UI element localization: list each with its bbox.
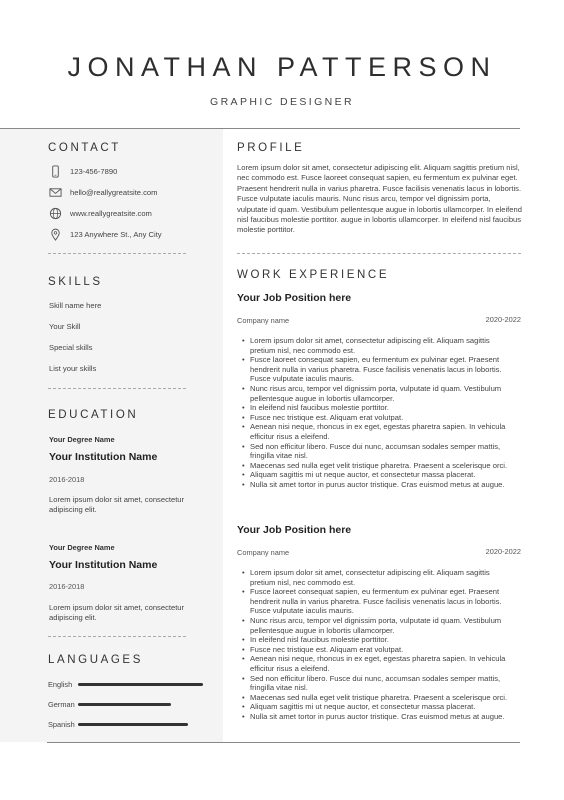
job-bullet-item: • Aliquam sagittis mi ut neque auctor, et consectetur massa placerat. [240,470,512,480]
education-years: 2016-2018 [49,582,85,591]
main-divider [237,253,521,254]
contact-heading: CONTACT [48,142,121,154]
job-bullet-item: • Fusce laoreet consequat sapien, eu fermentum ex pulvinar eget. Praesent hendrerit nulla in varius pharetra. Fusce facilisis venenatis lacus in lobortis. Fusce vulputate iaculis mauris. [240,587,512,616]
globe-icon [48,206,62,220]
contact-address [48,227,162,241]
education-institution: Your Institution Name [49,559,158,571]
job-position: Your Job Position here [237,524,352,536]
contact-phone-text[interactable]: 123-456-7890 [70,166,118,176]
education-degree: Your Degree Name [49,435,115,444]
education-degree: Your Degree Name [49,543,115,552]
job-bullet-item: • Fusce nec tristique est. Aliquam erat volutpat. [240,413,512,423]
education-description: Lorem ipsum dolor sit amet, consectetur adipiscing elit. [49,495,185,515]
language-level-track [78,683,203,686]
job-bullet-item: • Aenean nisi neque, rhoncus in ex eget, egestas pharetra sapien. In vehicula efficitur risus a eleifend. [240,422,512,441]
contact-address-text: 123 Anywhere St., Any City [70,229,162,239]
education-years: 2016-2018 [49,475,85,484]
job-bullets [240,568,512,722]
job-bullet-item: • Nulla sit amet tortor in purus auctor tristique. Cras euismod metus at augue. [240,712,512,722]
job-dates: 2020-2022 [485,547,521,556]
job-company: Company name [237,548,290,557]
language-level-bar [78,723,188,726]
job-bullet-item: • Sed non efficitur libero. Fusce dui nunc, accumsan sodales semper mattis, fringilla vitae nisl. [240,674,512,693]
contact-phone [48,164,118,178]
language-level-bar [78,703,171,706]
job-bullet-item: • Fusce nec tristique est. Aliquam erat volutpat. [240,645,512,655]
resume-name: JONATHAN PATTERSON [67,52,497,82]
job-bullet-item: • In eleifend nisl faucibus molestie porttitor. [240,403,512,413]
job-company: Company name [237,316,290,325]
contact-website-text[interactable]: www.reallygreatsite.com [70,208,152,218]
skill-item: Special skills [49,343,93,352]
language-name: Spanish [48,720,75,729]
job-bullet-item: • Fusce laoreet consequat sapien, eu fermentum ex pulvinar eget. Praesent hendrerit nulla in varius pharetra. Fusce facilisis venenatis lacus in lobortis. Fusce vulputate iaculis mauris. [240,355,512,384]
footer-divider [47,742,520,743]
location-pin-icon [48,227,62,241]
job-bullet-item: • Nulla sit amet tortor in purus auctor tristique. Cras euismod metus at augue. [240,480,512,490]
job-bullet-item: • Lorem ipsum dolor sit amet, consectetur adipiscing elit. Aliquam sagittis pretium nisl, nec commodo est. [240,336,512,355]
profile-text: Lorem ipsum dolor sit amet, consectetur adipiscing elit. Aliquam sagittis pretium nisl, nec commodo est. Fusce laoreet consequat sapien, eu fermentum ex pulvinar eget. Praesent hendrerit nulla in varius pharetra. Fusce facilisis venenatis lacus in lobortis. Fusce vulputate iaculis mauris. Nunc risus arcu, tempor vel dignissim porta, vulputate id quam. Vestibulum pellentesque augue in lobortis ullamcorper. In eleifend nisl faucibus molestie porttitor. augue in lobortis ullamcorper. In eleifend nisl faucibus molestie porttitor. [237,163,522,235]
job-bullet-item: • Maecenas sed nulla eget velit tristique pharetra. Praesent a scelerisque orci. [240,461,512,471]
job-bullets [240,336,512,490]
job-dates: 2020-2022 [485,315,521,324]
job-bullet-item: • In eleifend nisl faucibus molestie porttitor. [240,635,512,645]
contact-email-text[interactable]: hello@reallygreatsite.com [70,187,158,197]
job-bullet-item: • Lorem ipsum dolor sit amet, consectetur adipiscing elit. Aliquam sagittis pretium nisl, nec commodo est. [240,568,512,587]
contact-email [48,185,158,199]
job-bullet-item: • Maecenas sed nulla eget velit tristique pharetra. Praesent a scelerisque orci. [240,693,512,703]
profile-heading: PROFILE [237,142,305,154]
work-experience-heading: WORK EXPERIENCE [237,269,390,281]
language-level-track [78,723,203,726]
language-level-track [78,703,203,706]
resume-role: GRAPHIC DESIGNER [210,96,354,108]
mail-icon [48,185,62,199]
sidebar-divider [48,636,186,637]
skill-item: Skill name here [49,301,102,310]
sidebar-divider [48,388,186,389]
language-name: German [48,700,75,709]
contact-website [48,206,152,220]
job-bullet-item: • Aenean nisi neque, rhoncus in ex eget, egestas pharetra sapien. In vehicula efficitur risus a eleifend. [240,654,512,673]
job-bullet-item: • Nunc risus arcu, tempor vel dignissim porta, vulputate id quam. Vestibulum pellentesque augue in lobortis ullamcorper. [240,616,512,635]
skill-item: Your Skill [49,322,81,331]
job-bullet-item: • Aliquam sagittis mi ut neque auctor, et consectetur massa placerat. [240,702,512,712]
skills-heading: SKILLS [48,276,103,288]
education-institution: Your Institution Name [49,451,158,463]
sidebar-divider [48,253,186,254]
language-level-bar [78,683,203,686]
job-bullet-item: • Sed non efficitur libero. Fusce dui nunc, accumsan sodales semper mattis, fringilla vitae nisl. [240,442,512,461]
phone-icon [48,164,62,178]
skill-item: List your skills [49,364,97,373]
education-heading: EDUCATION [48,409,139,421]
languages-heading: LANGUAGES [48,654,143,666]
job-position: Your Job Position here [237,292,352,304]
language-name: English [48,680,73,689]
education-description: Lorem ipsum dolor sit amet, consectetur adipiscing elit. [49,603,185,623]
job-bullet-item: • Nunc risus arcu, tempor vel dignissim porta, vulputate id quam. Vestibulum pellentesque augue in lobortis ullamcorper. [240,384,512,403]
